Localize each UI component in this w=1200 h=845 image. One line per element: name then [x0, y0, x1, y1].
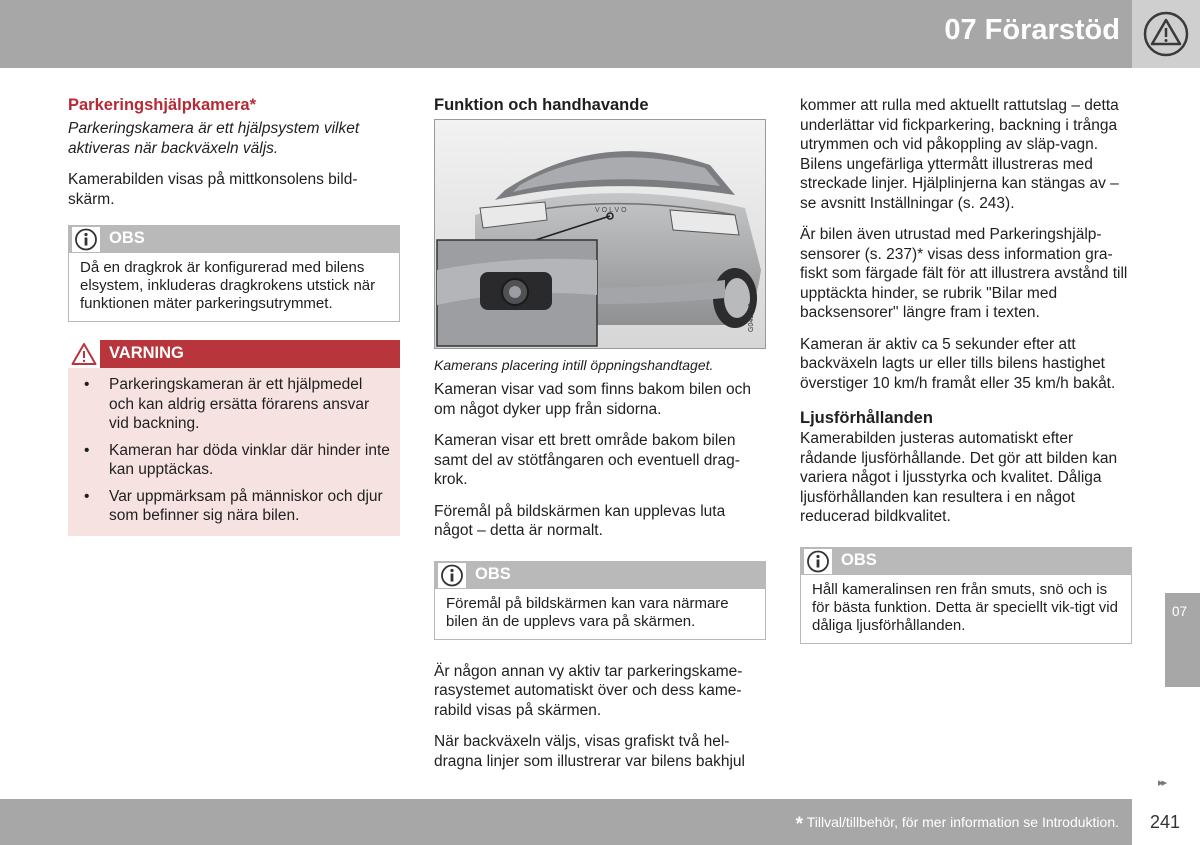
warning-list: [68, 368, 400, 536]
page-header: [0, 0, 1200, 68]
page-number-box: [1132, 799, 1200, 845]
list-item: • Parkeringskameran är ett hjälpmedel och kan aldrig ersätta förarens ansvar vid backning.: [84, 376, 370, 432]
continue-marker-icon: ▸▸: [1158, 777, 1166, 789]
paragraph: Är någon annan vy aktiv tar parkeringskame-rasystemet automatiskt över och dess kame-rabild visas på skärmen.: [434, 662, 743, 719]
obs-text: Håll kameralinsen ren från smuts, snö och is för bästa funktion. Detta är speciellt vik-tigt vid dåliga ljusförhållanden.: [812, 580, 1118, 634]
intro-text: Parkeringskamera är ett hjälpsystem vilket aktiveras när backväxeln väljs.: [68, 120, 360, 157]
page-number: 241: [1150, 812, 1181, 832]
column-3: [800, 96, 1132, 662]
page-footer: [0, 799, 1132, 845]
chapter-tab: [1165, 593, 1200, 687]
footer-note: [796, 814, 1119, 836]
brand-badge: VOLVO: [595, 207, 629, 214]
paragraph: Är bilen även utrustad med Parkeringshjälp-sensorer (s. 237)* visas dess information gra-fiskt som färgade fält för att illustrera avstånd till upptäckta hinder, se rubrik "Bilar med backsensorer" längre fram i texten.: [800, 226, 1128, 321]
section-title: Parkeringshjälpkamera*: [68, 96, 257, 114]
paragraph: Kamerabilden justeras automatiskt efter rådande ljusförhållande. Det gör att bilden kan variera något i ljusstyrka och kvalitet. Dåliga ljusförhållanden kan resultera i en något reducerad bildkvalitet.: [800, 430, 1118, 525]
obs-header: [435, 562, 765, 589]
warning-triangle-icon: [68, 340, 100, 368]
obs-text: Föremål på bildskärmen kan vara närmare bilen än de upplevs vara på skärmen.: [446, 594, 729, 630]
footer-text: Tillval/tillbehör, för mer information se Introduktion.: [806, 814, 1119, 830]
obs-text: Då en dragkrok är konfigurerad med bilens elsystem, inkluderas dragkrokens utstick när funktionen mäter parkeringsutrymmet.: [80, 259, 376, 312]
paragraph: kommer att rulla med aktuellt rattutslag – detta underlättar vid fickparkering, backning i trånga utrymmen och vid påkoppling av släp-vagn. Bilens ungefärliga yttermått illustreras med streckade linjer. Hjälplinjerna kan stängas av – se avsnitt Inställningar (s. 243).: [800, 97, 1119, 212]
paragraph: Kameran visar vad som finns bakom bilen och om något dyker upp från sidorna.: [434, 381, 752, 418]
image-caption: Kamerans placering intill öppningshandtaget.: [434, 357, 714, 373]
warning-header: [68, 340, 400, 368]
paragraph: Kameran visar ett brett område bakom bilen samt del av stötfångaren och eventuell drag-krok.: [434, 432, 740, 488]
obs-note: [434, 561, 766, 640]
obs-header: [801, 548, 1131, 575]
column-1: [68, 96, 400, 536]
obs-note: [800, 547, 1132, 644]
footnote-star: *: [795, 814, 804, 835]
obs-label: OBS: [841, 550, 877, 569]
paragraph: När backväxeln väljs, visas grafiskt två hel-dragna linjer som illustrerar var bilens bakhjul: [434, 733, 745, 770]
chapter-icon-box: [1132, 0, 1200, 68]
paragraph: Föremål på bildskärmen kan upplevas luta något – detta är normalt.: [434, 502, 726, 539]
subsection-title: Ljusförhållanden: [800, 409, 933, 427]
image-code: G043900: [748, 303, 755, 332]
paragraph: Kameran är aktiv ca 5 sekunder efter att backväxeln lagts ur eller tills bilens hastighet överstiger 10 km/h framåt eller 35 km/h bakåt.: [800, 335, 1116, 392]
info-icon: [438, 563, 466, 588]
list-item: • Var uppmärksam på människor och djur som befinner sig nära bilen.: [84, 487, 383, 524]
warning-box: [68, 340, 400, 536]
column-2: [434, 96, 766, 783]
car-rear-photo: [434, 119, 766, 349]
section-title: Funktion och handhavande: [434, 96, 649, 114]
list-item: • Kameran har döda vinklar där hinder inte kan upptäckas.: [84, 441, 390, 478]
paragraph: Kamerabilden visas på mittkonsolens bild-skärm.: [68, 171, 358, 208]
obs-label: OBS: [109, 229, 145, 247]
obs-note: [68, 225, 400, 322]
chapter-title: 07 Förarstöd: [944, 14, 1120, 46]
chapter-tab-label: 07: [1172, 604, 1188, 619]
info-icon: [72, 227, 100, 252]
warning-label: VARNING: [109, 344, 184, 362]
info-icon: [804, 549, 832, 574]
obs-header: [69, 226, 399, 253]
obs-label: OBS: [475, 564, 511, 583]
warning-triangle-icon: [1142, 10, 1190, 58]
